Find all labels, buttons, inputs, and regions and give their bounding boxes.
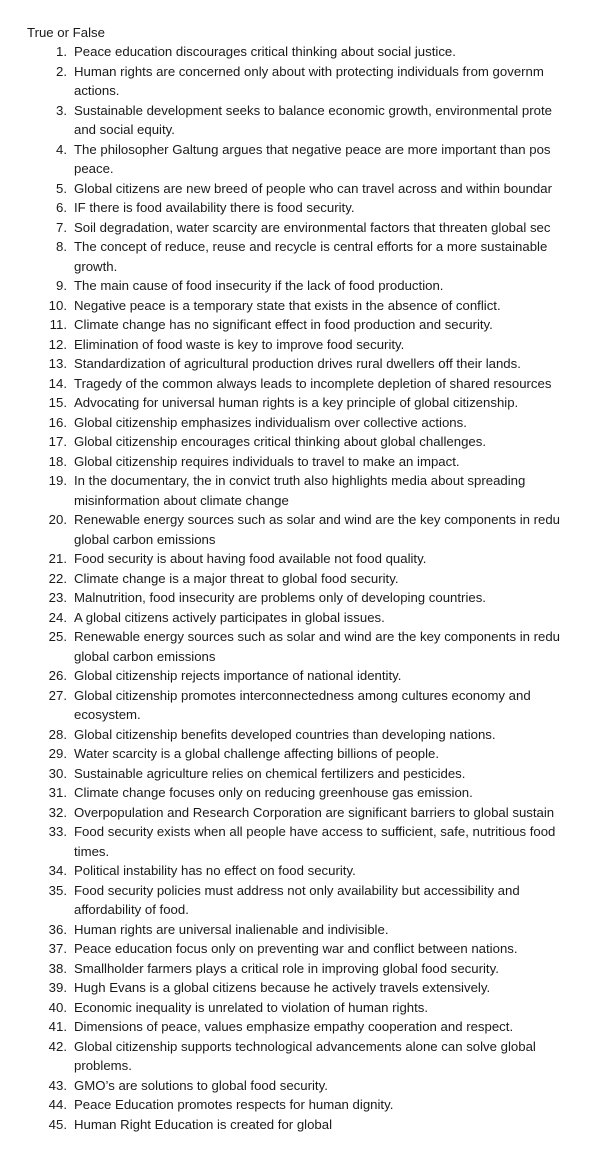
question-text-line: GMO’s are solutions to global food security. bbox=[74, 1077, 328, 1093]
question-number: 17. bbox=[48, 434, 67, 449]
question-number: 40. bbox=[48, 999, 67, 1015]
question-item bbox=[0, 920, 605, 940]
question-text-line: Climate change is a major threat to global food security. bbox=[74, 570, 399, 586]
question-item bbox=[0, 62, 605, 101]
question-item bbox=[0, 978, 605, 998]
question-text-line: Overpopulation and Research Corporation are significant barriers to global sustain bbox=[74, 804, 555, 820]
question-number: 13. bbox=[48, 356, 67, 371]
question-text-line: Renewable energy sources such as solar and wind are the key components in redu bbox=[74, 629, 561, 644]
question-number: 33. bbox=[48, 824, 67, 839]
question-item bbox=[0, 510, 605, 549]
question-item bbox=[0, 959, 605, 979]
question-item bbox=[0, 276, 605, 296]
question-text-line: Global citizenship emphasizes individualism over collective actions. bbox=[74, 414, 467, 430]
question-item bbox=[0, 686, 605, 725]
question-item bbox=[0, 218, 605, 238]
question-item bbox=[0, 452, 605, 472]
question-text-line: times. bbox=[74, 843, 110, 859]
question-text-line: A global citizens actively participates in global issues. bbox=[74, 609, 385, 625]
question-text-line: ecosystem. bbox=[74, 707, 141, 722]
question-item bbox=[0, 569, 605, 589]
question-text-line: Renewable energy sources such as solar and wind are the key components in redu bbox=[74, 512, 561, 527]
question-text-line: peace. bbox=[74, 161, 114, 176]
question-item bbox=[0, 783, 605, 803]
question-text-line: Soil degradation, water scarcity are environmental factors that threaten global sec bbox=[74, 219, 551, 235]
question-text-line: Dimensions of peace, values emphasize empathy cooperation and respect. bbox=[74, 1019, 514, 1034]
question-item bbox=[0, 998, 605, 1018]
question-text-line: Global citizenship encourages critical thinking about global challenges. bbox=[74, 434, 486, 449]
question-text-line: Sustainable development seeks to balance economic growth, environmental prote bbox=[74, 102, 552, 118]
question-number: 12. bbox=[48, 336, 67, 352]
question-number: 35. bbox=[48, 882, 67, 898]
question-item bbox=[0, 140, 605, 179]
question-item bbox=[0, 608, 605, 628]
question-item bbox=[0, 764, 605, 784]
question-text-line: Elimination of food waste is key to improve food security. bbox=[74, 336, 405, 352]
question-text-line: Food security policies must address not only availability but accessibility and bbox=[74, 882, 520, 898]
question-text-line: misinformation about climate change bbox=[74, 492, 289, 508]
question-text-line: Human rights are universal inalienable and indivisible. bbox=[74, 921, 389, 937]
question-number: 27. bbox=[48, 687, 67, 703]
question-number: 45. bbox=[48, 1116, 67, 1132]
question-text-line: The philosopher Galtung argues that negative peace are more important than pos bbox=[74, 141, 551, 157]
question-item bbox=[0, 101, 605, 140]
question-number: 28. bbox=[48, 726, 67, 742]
question-item bbox=[0, 627, 605, 666]
question-number: 37. bbox=[48, 941, 67, 956]
question-number: 23. bbox=[48, 590, 67, 605]
question-number: 43. bbox=[48, 1077, 67, 1093]
question-item bbox=[0, 393, 605, 413]
question-text-line: problems. bbox=[74, 1058, 132, 1073]
question-text-line: Global citizenship benefits developed countries than developing nations. bbox=[74, 726, 496, 742]
question-text-line: Food security is about having food available not food quality. bbox=[74, 551, 427, 566]
question-text-line: Negative peace is a temporary state that exists in the absence of conflict. bbox=[74, 297, 501, 313]
question-text-line: The concept of reduce, reuse and recycle is central efforts for a more sustainable bbox=[74, 239, 548, 254]
question-number: 38. bbox=[48, 960, 67, 976]
question-number: 20. bbox=[48, 512, 67, 527]
question-number: 10. bbox=[48, 297, 67, 313]
question-item bbox=[0, 179, 605, 199]
question-text-line: Hugh Evans is a global citizens because he actively travels extensively. bbox=[74, 980, 491, 995]
question-text-line: Human rights are concerned only about with protecting individuals from governm bbox=[74, 63, 544, 79]
question-item bbox=[0, 296, 605, 316]
question-text-line: Global citizenship supports technological advancements alone can solve global bbox=[74, 1038, 536, 1054]
question-number: 6. bbox=[56, 200, 67, 215]
question-text-line: Global citizenship promotes interconnectedness among cultures economy and bbox=[74, 687, 531, 703]
question-text-line: Political instability has no effect on food security. bbox=[74, 863, 356, 878]
question-number: 31. bbox=[48, 785, 67, 800]
question-text-line: Tragedy of the common always leads to incomplete depletion of shared resources bbox=[74, 375, 552, 391]
question-number: 29. bbox=[48, 746, 67, 761]
question-number: 22. bbox=[48, 570, 67, 586]
question-item bbox=[0, 939, 605, 959]
question-number: 32. bbox=[48, 804, 67, 820]
question-item bbox=[0, 803, 605, 823]
question-number: 19. bbox=[48, 473, 67, 488]
question-text-line: affordability of food. bbox=[74, 902, 189, 917]
question-text-line: growth. bbox=[74, 258, 118, 274]
question-item bbox=[0, 861, 605, 881]
question-text-line: and social equity. bbox=[74, 122, 175, 137]
question-number: 16. bbox=[48, 414, 67, 430]
question-number: 30. bbox=[48, 765, 67, 781]
question-number: 39. bbox=[48, 980, 67, 995]
question-number: 3. bbox=[56, 102, 67, 118]
question-text-line: Peace education focus only on preventing war and conflict between nations. bbox=[74, 941, 518, 956]
question-number: 21. bbox=[48, 551, 67, 566]
question-number: 18. bbox=[48, 453, 67, 469]
question-item bbox=[0, 1076, 605, 1096]
question-text-line: Peace education discourages critical thinking about social justice. bbox=[74, 44, 456, 59]
question-item bbox=[0, 471, 605, 510]
question-item bbox=[0, 413, 605, 433]
question-text-line: Food security exists when all people have access to sufficient, safe, nutritious food bbox=[74, 824, 556, 839]
question-text-line: In the documentary, the in convict truth also highlights media about spreading bbox=[74, 473, 526, 488]
question-text-line: Sustainable agriculture relies on chemical fertilizers and pesticides. bbox=[74, 765, 466, 781]
question-text-line: Economic inequality is unrelated to violation of human rights. bbox=[74, 999, 429, 1015]
question-item bbox=[0, 354, 605, 374]
question-number: 25. bbox=[48, 629, 67, 644]
question-number: 5. bbox=[56, 180, 67, 196]
question-item bbox=[0, 725, 605, 745]
question-item bbox=[0, 1095, 605, 1115]
question-text-line: The main cause of food insecurity if the lack of food production. bbox=[74, 278, 444, 293]
question-text-line: Global citizenship rejects importance of national identity. bbox=[74, 668, 402, 683]
question-number: 8. bbox=[56, 239, 67, 254]
question-item bbox=[0, 1115, 605, 1135]
question-number: 7. bbox=[56, 219, 67, 235]
question-number: 1. bbox=[56, 44, 67, 59]
question-number: 44. bbox=[48, 1097, 67, 1112]
question-item bbox=[0, 374, 605, 394]
question-item bbox=[0, 42, 605, 62]
question-item bbox=[0, 237, 605, 276]
question-text-line: Smallholder farmers plays a critical role in improving global food security. bbox=[74, 960, 499, 976]
question-list bbox=[0, 42, 605, 1134]
question-number: 41. bbox=[48, 1019, 67, 1034]
question-number: 15. bbox=[48, 395, 67, 410]
question-item bbox=[0, 822, 605, 861]
question-item bbox=[0, 881, 605, 920]
question-item bbox=[0, 549, 605, 569]
question-text-line: Advocating for universal human rights is a key principle of global citizenship. bbox=[74, 395, 519, 410]
question-text-line: IF there is food availability there is food security. bbox=[74, 200, 355, 215]
question-text-line: global carbon emissions bbox=[74, 531, 216, 547]
question-text-line: Peace Education promotes respects for human dignity. bbox=[74, 1097, 394, 1112]
question-item bbox=[0, 1017, 605, 1037]
question-item bbox=[0, 666, 605, 686]
question-item bbox=[0, 335, 605, 355]
question-number: 9. bbox=[56, 278, 67, 293]
question-text-line: actions. bbox=[74, 83, 120, 98]
question-text-line: Global citizenship requires individuals to travel to make an impact. bbox=[74, 453, 460, 469]
question-text-line: Water scarcity is a global challenge affecting billions of people. bbox=[74, 746, 440, 761]
question-number: 42. bbox=[48, 1038, 67, 1054]
question-number: 11. bbox=[49, 317, 67, 332]
question-item bbox=[0, 744, 605, 764]
question-text-line: global carbon emissions bbox=[74, 648, 216, 664]
question-item bbox=[0, 588, 605, 608]
question-number: 14. bbox=[48, 375, 67, 391]
question-number: 24. bbox=[48, 609, 67, 625]
question-text-line: Climate change focuses only on reducing greenhouse gas emission. bbox=[74, 785, 473, 800]
section-heading: True or False bbox=[27, 25, 105, 40]
question-text-line: Standardization of agricultural production drives rural dwellers off their lands. bbox=[74, 356, 521, 371]
question-number: 36. bbox=[48, 921, 67, 937]
question-number: 2. bbox=[56, 63, 67, 79]
question-text-line: Human Right Education is created for global bbox=[74, 1116, 333, 1132]
question-text-line: Climate change has no significant effect in food production and security. bbox=[74, 317, 493, 332]
question-number: 34. bbox=[48, 863, 67, 878]
question-text-line: Malnutrition, food insecurity are problems only of developing countries. bbox=[74, 590, 486, 605]
question-number: 26. bbox=[48, 668, 67, 683]
question-item bbox=[0, 1037, 605, 1076]
question-text-line: Global citizens are new breed of people who can travel across and within boundar bbox=[74, 180, 552, 196]
question-item bbox=[0, 315, 605, 335]
question-item bbox=[0, 198, 605, 218]
question-item bbox=[0, 432, 605, 452]
question-number: 4. bbox=[56, 141, 67, 157]
